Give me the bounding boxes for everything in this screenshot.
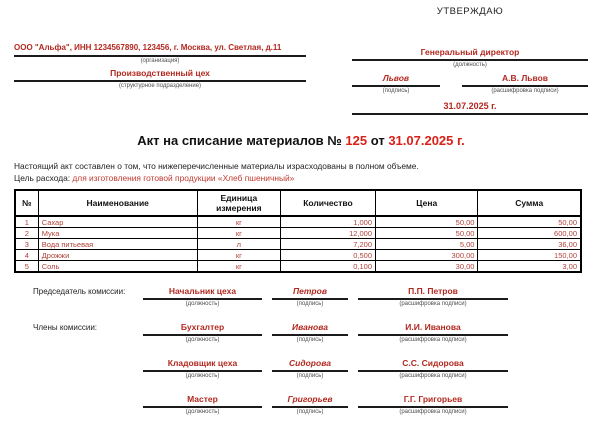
col-header-unit: Единица измерения	[197, 190, 280, 216]
cell-number: 3	[15, 239, 38, 250]
cell-quantity: 0,100	[280, 261, 375, 273]
position-col	[143, 286, 262, 310]
approver-name-field	[462, 73, 588, 87]
cell-unit: кг	[197, 216, 280, 228]
cell-price: 30,00	[376, 261, 478, 273]
approver-position-caption: (должность)	[453, 62, 487, 68]
cell-unit: л	[197, 239, 280, 250]
approver-name-col	[462, 73, 588, 97]
cell-sum: 3,00	[478, 261, 581, 273]
col-header-number: №	[15, 190, 38, 216]
cell-unit: кг	[197, 228, 280, 239]
position-col	[143, 322, 262, 346]
table-row	[15, 250, 581, 261]
cell-sum: 600,00	[478, 228, 581, 239]
approver-signature-row	[352, 73, 588, 97]
name-caption: (расшифровка подписи)	[399, 337, 467, 343]
position-value: Мастер	[143, 394, 262, 408]
cell-name: Соль	[38, 261, 197, 273]
position-value: Бухгалтер	[143, 322, 262, 336]
department-field	[14, 68, 306, 82]
materials-table	[14, 189, 582, 273]
document-title-middle: от	[370, 133, 385, 148]
document-date: 31.07.2025 г.	[388, 133, 465, 148]
document-number: 125	[345, 133, 368, 148]
cell-number: 5	[15, 261, 38, 273]
cell-quantity: 0,500	[280, 250, 375, 261]
approver-signature-caption: (подпись)	[382, 88, 410, 94]
signature-row-label: Председатель комиссии:	[33, 287, 126, 296]
signature-row-label	[33, 358, 143, 359]
table-row	[15, 216, 581, 228]
signature-value: Григорьев	[272, 394, 348, 408]
approval-date-value: 31.07.2025 г.	[443, 101, 497, 111]
cell-unit: кг	[197, 250, 280, 261]
table-row	[15, 261, 581, 273]
cell-name: Сахар	[38, 216, 197, 228]
position-col	[143, 358, 262, 382]
signatures-section	[14, 286, 588, 418]
cell-sum: 36,00	[478, 239, 581, 250]
approver-name-caption: (расшифровка подписи)	[491, 88, 559, 94]
approver-signature-value: Львов	[382, 73, 410, 83]
cell-quantity: 1,000	[280, 216, 375, 228]
signature-value: Иванова	[272, 322, 348, 336]
signature-col	[272, 322, 348, 346]
cell-sum: 50,00	[478, 216, 581, 228]
name-value: Г.Г. Григорьев	[358, 394, 508, 408]
position-caption: (должность)	[185, 337, 220, 343]
signature-value: Петров	[272, 286, 348, 300]
cell-name: Вода питьевая	[38, 239, 197, 250]
organization-block	[14, 6, 306, 92]
signature-caption: (подпись)	[296, 337, 324, 343]
document-title	[14, 133, 588, 148]
cell-price: 300,00	[376, 250, 478, 261]
name-col	[358, 322, 508, 346]
cell-number: 1	[15, 216, 38, 228]
organization-field	[14, 42, 306, 57]
table-row	[15, 228, 581, 239]
signature-col	[272, 358, 348, 382]
cell-number: 2	[15, 228, 38, 239]
col-header-quantity: Количество	[280, 190, 375, 216]
purpose-value: для изготовления готовой продукции «Хлеб пшеничный»	[72, 172, 295, 183]
name-col	[358, 394, 508, 418]
signature-col	[272, 286, 348, 310]
department-caption: (структурное подразделение)	[118, 83, 202, 89]
cell-name: Дрожжи	[38, 250, 197, 261]
document-title-prefix: Акт на списание материалов №	[137, 133, 342, 148]
cell-unit: кг	[197, 261, 280, 273]
approver-position-value: Генеральный директор	[420, 47, 520, 57]
signature-caption: (подпись)	[296, 301, 324, 307]
position-value: Начальник цеха	[143, 286, 262, 300]
col-header-price: Цена	[376, 190, 478, 216]
cell-price: 50,00	[376, 216, 478, 228]
signature-value: Сидорова	[272, 358, 348, 372]
name-value: И.И. Иванова	[358, 322, 508, 336]
cell-number: 4	[15, 250, 38, 261]
cell-quantity: 7,200	[280, 239, 375, 250]
position-value: Кладовщик цеха	[143, 358, 262, 372]
name-caption: (расшифровка подписи)	[399, 373, 467, 379]
name-col	[358, 358, 508, 382]
signature-row-member	[14, 394, 588, 418]
cell-price: 50,00	[376, 228, 478, 239]
position-caption: (должность)	[185, 301, 220, 307]
name-caption: (расшифровка подписи)	[399, 409, 467, 415]
position-col	[143, 394, 262, 418]
name-caption: (расшифровка подписи)	[399, 301, 467, 307]
document-body	[14, 161, 588, 184]
organization-caption: (организация)	[140, 58, 180, 64]
department-value: Производственный цех	[110, 68, 210, 78]
name-col	[358, 286, 508, 310]
approver-name-value: А.В. Львов	[501, 73, 549, 83]
table-row	[15, 239, 581, 250]
col-header-name: Наименование	[38, 190, 197, 216]
document-header	[14, 6, 588, 115]
cell-quantity: 12,000	[280, 228, 375, 239]
cell-sum: 150,00	[478, 250, 581, 261]
approver-signature-field	[352, 73, 440, 87]
signature-caption: (подпись)	[296, 409, 324, 415]
signature-caption: (подпись)	[296, 373, 324, 379]
approve-label: УТВЕРЖДАЮ	[436, 6, 504, 17]
position-caption: (должность)	[185, 409, 220, 415]
materials-table-header	[15, 190, 581, 216]
signature-row-chairman	[14, 286, 588, 310]
approval-date-field	[352, 100, 588, 115]
signature-row-label: Члены комиссии:	[33, 323, 98, 332]
cell-name: Мука	[38, 228, 197, 239]
approval-block	[352, 6, 588, 115]
signature-col	[272, 394, 348, 418]
cell-price: 5,00	[376, 239, 478, 250]
position-caption: (должность)	[185, 373, 220, 379]
approver-position-field	[352, 47, 588, 61]
purpose-label: Цель расхода:	[14, 172, 71, 183]
signature-row-member	[14, 358, 588, 382]
statement-line: Настоящий акт составлен о том, что нижеперечисленные материалы израсходованы в полном объеме.	[14, 161, 419, 171]
col-header-sum: Сумма	[478, 190, 581, 216]
signature-row-member	[14, 322, 588, 346]
purpose-line	[14, 173, 588, 185]
name-value: П.П. Петров	[358, 286, 508, 300]
organization-value: ООО "Альфа", ИНН 1234567890, 123456, г. Москва, ул. Светлая, д.11	[14, 43, 282, 52]
approver-signature-col	[352, 73, 440, 97]
name-value: С.С. Сидорова	[358, 358, 508, 372]
signature-row-label	[33, 394, 143, 395]
